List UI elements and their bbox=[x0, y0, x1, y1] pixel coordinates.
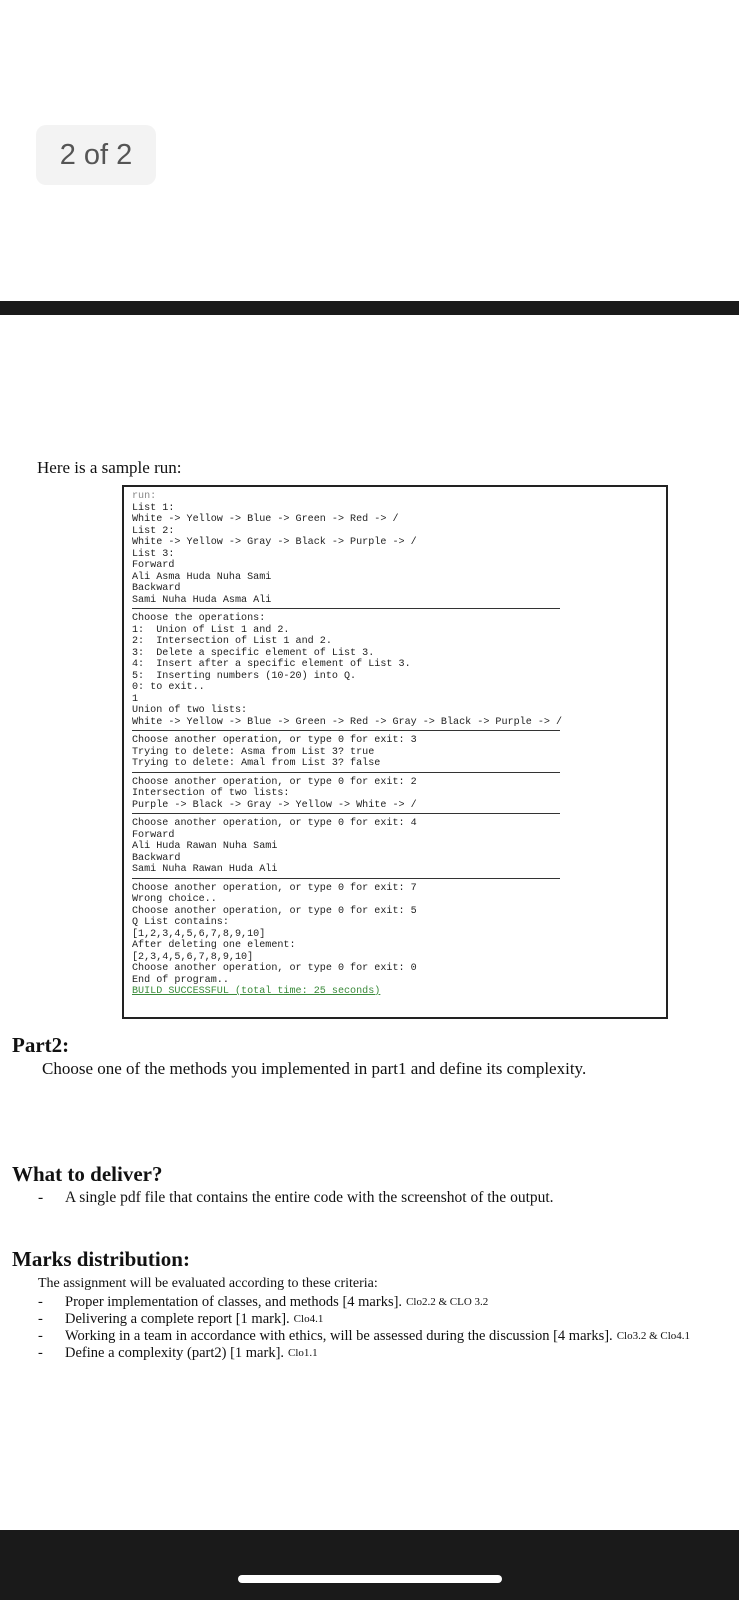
console-line: Purple -> Black -> Gray -> Yellow -> White -> / bbox=[132, 799, 417, 811]
console-line: Union of two lists: bbox=[132, 705, 248, 716]
console-line: Trying to delete: Amal from List 3? false bbox=[132, 758, 381, 769]
console-line: Choose another operation, or type 0 for exit: 3 bbox=[132, 735, 417, 746]
marks-item-text: Delivering a complete report [1 mark]. bbox=[65, 1311, 290, 1327]
console-line: Backward bbox=[132, 583, 181, 594]
console-line: 4: Insert after a specific element of List 3. bbox=[132, 659, 411, 670]
console-line: List 1: bbox=[132, 502, 175, 514]
console-line: Forward bbox=[132, 829, 175, 841]
console-line: Wrong choice.. bbox=[132, 894, 217, 905]
console-line: Q List contains: bbox=[132, 917, 229, 928]
console-line: 1 bbox=[132, 693, 139, 705]
console-divider bbox=[132, 813, 560, 814]
console-line: List 3: bbox=[132, 548, 175, 560]
console-block-lists bbox=[132, 503, 658, 607]
bullet-dash: - bbox=[38, 1189, 44, 1206]
console-divider bbox=[132, 878, 560, 879]
clo-tag: Clo4.1 bbox=[293, 1313, 324, 1325]
console-line: Choose another operation, or type 0 for exit: 2 bbox=[132, 776, 417, 788]
console-line: [2,3,4,5,6,7,8,9,10] bbox=[132, 951, 254, 963]
console-block-menu bbox=[132, 613, 658, 728]
bullet-dash: - bbox=[38, 1294, 43, 1310]
console-line: Choose another operation, or type 0 for exit: 5 bbox=[132, 905, 417, 917]
list-item bbox=[38, 1345, 690, 1362]
console-divider bbox=[132, 772, 560, 773]
console-line: Sami Nuha Huda Asma Ali bbox=[132, 594, 272, 606]
intro-text: Here is a sample run: bbox=[37, 458, 182, 477]
console-line: Ali Asma Huda Nuha Sami bbox=[132, 571, 272, 583]
marks-item-text: Define a complexity (part2) [1 mark]. bbox=[65, 1345, 285, 1361]
console-line: 0: to exit.. bbox=[132, 682, 205, 693]
console-block-delete bbox=[132, 735, 658, 770]
console-line: 5: Inserting numbers (10-20) into Q. bbox=[132, 670, 357, 682]
deliver-item-text: A single pdf file that contains the entire code with the screenshot of the output. bbox=[65, 1189, 554, 1206]
console-line: White -> Yellow -> Gray -> Black -> Purple -> / bbox=[132, 537, 417, 548]
bullet-dash: - bbox=[38, 1328, 43, 1344]
console-block-insert bbox=[132, 818, 658, 876]
deliver-heading: What to deliver? bbox=[12, 1162, 163, 1186]
marks-item-text: Proper implementation of classes, and methods [4 marks]. bbox=[65, 1294, 403, 1310]
console-line: White -> Yellow -> Blue -> Green -> Red -> Gray -> Black -> Purple -> / bbox=[132, 716, 563, 728]
console-divider bbox=[132, 608, 560, 609]
bottom-bar bbox=[0, 1530, 739, 1600]
console-line: Sami Nuha Rawan Huda Ali bbox=[132, 864, 278, 875]
console-line: After deleting one element: bbox=[132, 940, 296, 951]
clo-tag: Clo3.2 & Clo4.1 bbox=[616, 1330, 691, 1342]
viewer-toolbar-divider bbox=[0, 301, 739, 315]
marks-item-text: Working in a team in accordance with ethics, will be assessed during the discussion [4 marks]. bbox=[65, 1328, 613, 1344]
bullet-dash: - bbox=[38, 1345, 43, 1361]
clo-tag: Clo2.2 & CLO 3.2 bbox=[406, 1296, 489, 1308]
deliver-list bbox=[38, 1189, 554, 1206]
console-line: Choose another operation, or type 0 for exit: 0 bbox=[132, 963, 417, 974]
clo-tag: Clo1.1 bbox=[288, 1347, 318, 1359]
console-line: Choose another operation, or type 0 for exit: 7 bbox=[132, 882, 417, 894]
console-line: Ali Huda Rawan Nuha Sami bbox=[132, 841, 278, 852]
list-item bbox=[38, 1311, 690, 1328]
part2-text: Choose one of the methods you implemented in part1 and define its complexity. bbox=[42, 1059, 587, 1078]
console-block-intersection bbox=[132, 777, 658, 812]
console-line: [1,2,3,4,5,6,7,8,9,10] bbox=[132, 928, 266, 940]
console-block-queue bbox=[132, 883, 658, 987]
console-line: List 2: bbox=[132, 525, 175, 537]
marks-intro: The assignment will be evaluated according to these criteria: bbox=[38, 1276, 378, 1291]
page-indicator: 2 of 2 bbox=[36, 125, 156, 185]
list-item bbox=[38, 1328, 690, 1345]
part2-heading: Part2: bbox=[12, 1033, 70, 1057]
list-item bbox=[38, 1189, 554, 1206]
console-line: White -> Yellow -> Blue -> Green -> Red -> / bbox=[132, 514, 399, 525]
console-line: 2: Intersection of List 1 and 2. bbox=[132, 636, 332, 647]
bullet-dash: - bbox=[38, 1311, 43, 1327]
list-item bbox=[38, 1294, 690, 1311]
home-indicator[interactable] bbox=[238, 1575, 502, 1583]
marks-list bbox=[38, 1294, 690, 1362]
console-line: 1: Union of List 1 and 2. bbox=[132, 624, 290, 636]
console-line: Intersection of two lists: bbox=[132, 788, 290, 799]
console-line: Backward bbox=[132, 852, 181, 864]
console-run-line: run: bbox=[132, 491, 157, 502]
console-line: 3: Delete a specific element of List 3. bbox=[132, 647, 375, 659]
console-line: End of program.. bbox=[132, 974, 229, 986]
console-line: Trying to delete: Asma from List 3? true bbox=[132, 746, 375, 758]
console-line: Forward bbox=[132, 560, 175, 571]
console-build-status: BUILD SUCCESSFUL (total time: 25 seconds) bbox=[132, 986, 381, 997]
console-divider bbox=[132, 730, 560, 731]
console-line: Choose the operations: bbox=[132, 613, 266, 624]
console-line: Choose another operation, or type 0 for exit: 4 bbox=[132, 818, 417, 829]
console-output bbox=[122, 485, 668, 1019]
marks-heading: Marks distribution: bbox=[12, 1247, 190, 1271]
